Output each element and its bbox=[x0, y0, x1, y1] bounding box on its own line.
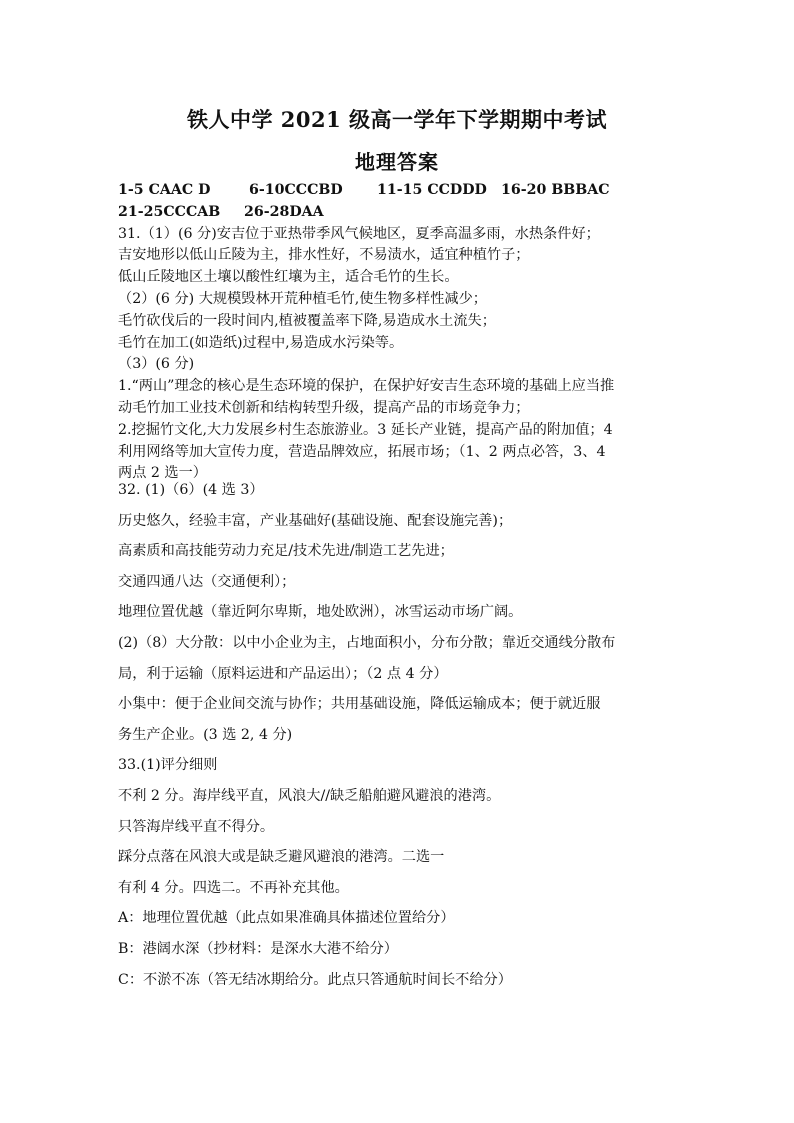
mc-answer-16-20: 16-20 BBBAC bbox=[501, 182, 610, 198]
q32-line: 32. (1)（6）(4 选 3） bbox=[118, 482, 264, 498]
q33-line: 踩分点落在风浪大或是缺乏避风避浪的港湾。二选一 bbox=[118, 849, 445, 866]
q32-line: 高素质和高技能劳动力充足/技术先进/制造工艺先进； bbox=[118, 543, 454, 560]
q33-line: 33.(1)评分细则 bbox=[118, 757, 218, 774]
q33-line: 不利 2 分。海岸线平直，风浪大//缺乏船舶避风避浪的港湾。 bbox=[118, 787, 501, 804]
mc-answers-row-2 bbox=[118, 202, 698, 224]
q32-line: 历史悠久，经验丰富，产业基础好(基础设施、配套设施完善)； bbox=[118, 512, 513, 529]
loose-answer-block bbox=[118, 475, 698, 995]
q33-line: C：不淤不冻（答无结冰期给分。此点只答通航时间长不给分） bbox=[118, 971, 512, 988]
mc-answer-11-15: 11-15 CCDDD bbox=[377, 182, 487, 198]
q33-line: 有利 4 分。四选二。不再补充其他。 bbox=[118, 879, 349, 896]
q33-line: B：港阔水深（抄材料：是深水大港不给分） bbox=[118, 940, 398, 957]
mc-answer-1-5: 1-5 CAAC D bbox=[118, 182, 211, 198]
q31-line: 动毛竹加工业技术创新和结构转型升级，提高产品的市场竞争力； bbox=[118, 399, 530, 416]
q32-line: 地理位置优越（靠近阿尔卑斯，地处欧洲），冰雪运动市场广阔。 bbox=[118, 604, 523, 621]
q31-line: 低山丘陵地区土壤以酸性红壤为主，适合毛竹的生长。 bbox=[118, 269, 459, 286]
q31-line: 吉安地形以低山丘陵为主，排水性好，不易渍水，适宜种植竹子； bbox=[118, 247, 530, 264]
q31-line: 毛竹在加工(如造纸)过程中,易造成水污染等。 bbox=[118, 334, 404, 351]
q32-line: (2)（8）大分散：以中小企业为主，占地面积小，分布分散；靠近交通线分散布 bbox=[118, 634, 616, 651]
mc-answer-26-28: 26-28DAA bbox=[244, 203, 324, 220]
q31-line: 毛竹砍伐后的一段时间内,植被覆盖率下降,易造成水土流失； bbox=[118, 312, 496, 329]
mc-answer-6-10: 6-10CCCBD bbox=[249, 182, 343, 198]
q32-line: 小集中：便于企业间交流与协作；共用基础设施，降低运输成本；便于就近服 bbox=[118, 696, 601, 713]
q31-line: 1.“两山”理念的核心是生态环境的保护，在保护好安吉生态环境的基础上应当推 bbox=[118, 378, 615, 395]
q31-line: 2.挖掘竹文化,大力发展乡村生态旅游业。3 延长产业链，提高产品的附加值；4 bbox=[118, 421, 613, 438]
q31-line: （3）(6 分) bbox=[118, 356, 195, 373]
q32-line: 务生产企业。(3 选 2, 4 分) bbox=[118, 726, 293, 743]
q31-line: （2）(6 分) 大规模毁林开荒种植毛竹,使生物多样性减少； bbox=[118, 290, 487, 307]
q33-line: A：地理位置优越（此点如果准确具体描述位置给分） bbox=[118, 910, 455, 927]
document-title: 铁人中学 2021 级高一学年下学期期中考试 bbox=[186, 107, 608, 132]
q32-line: 局，利于运输（原料运进和产品运出）；（2 点 4 分） bbox=[118, 665, 448, 682]
mc-answer-21-25: 21-25CCCAB bbox=[118, 203, 221, 220]
q33-line: 只答海岸线平直不得分。 bbox=[118, 818, 275, 835]
q32-line: 交通四通八达（交通便利）； bbox=[118, 573, 296, 590]
q31-line: 两点 2 选一） bbox=[118, 465, 207, 482]
mc-answers-row-1 bbox=[118, 180, 698, 202]
dense-answer-block bbox=[118, 180, 698, 485]
q31-line: 利用网络等加大宣传力度，营造品牌效应，拓展市场；（1、2 两点必答，3、4 bbox=[118, 443, 606, 460]
document-subtitle: 地理答案 bbox=[355, 150, 439, 174]
q31-line: 31.（1）(6 分)安吉位于亚热带季风气候地区，夏季高温多雨，水热条件好； bbox=[118, 225, 600, 242]
